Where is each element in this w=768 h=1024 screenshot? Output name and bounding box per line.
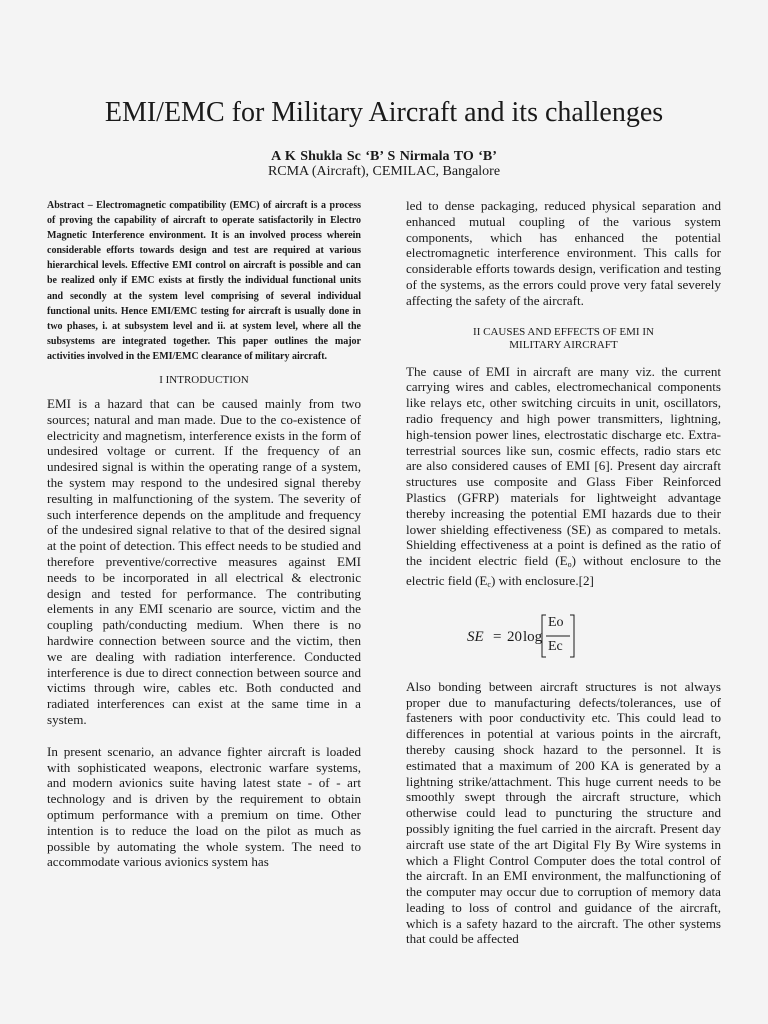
- causes-text-a: The cause of EMI in aircraft are many viz. the current carrying wires and cables, electromechanical components like relays etc, other switching circuits in unit, oscillators, radio frequency and high power transmitters, lightning, high-tension power lines, electrostatic discharge etc. Extra-terrestrial sources like sun, cosmic effects, radio stars etc are also considered causes of EMI [6]. Present day aircraft structures use composite and Glass Fiber Reinforced Plastics (GFRP) materials for lightweight advantage thereby increasing the potential EMI hazards due to their lower shielding effectiveness (SE) as compared to metals. Shielding effectiveness at a point is defined as the ratio of the incident electric field (E: [406, 363, 721, 569]
- paper-title: EMI/EMC for Military Aircraft and its challenges: [104, 97, 664, 128]
- eq-denominator: Ec: [548, 638, 563, 654]
- intro-paragraph-1: EMI is a hazard that can be caused mainly from two sources; natural and man made. Due to the co-existence of electricity and magnetism, interference exists in the form of undesired voltage or current. If the frequency of an undesired signal is within the operating range of a system, the system may respond to the undesired signal thereby resulting in malfunctioning of the system. The severity of such interference depends on the amplitude and frequency of the undesired signal relative to that of the desired signal at the point of detection. This effect needs to be studied and therefore preventive/corrective measures against EMI needs to be incorporated in all electrical & electronic design and tested for performance. The contributing elements in any EMI scenario are source, victim and the coupling path/conducting medium. When there is no hardwire connection between source and the victim, then we are dealing with radiation interference. Conducted interference is due to direct connection between source and victims through wire, cables etc. Both conducted and radiated interferences can exist at the same time in a system.: [47, 396, 361, 727]
- causes-paragraph-1: [406, 364, 721, 593]
- causes-paragraph-2: Also bonding between aircraft structures is not always proper due to manufacturing defects/tolerances, use of fasteners with poor conductivity etc. This could lead to differences in potential at various points in the aircraft, thereby causing shock hazard to the personnel. It is estimated that a maximum of 200 KA is generated by a lightning strike/attachment. This huge current needs to be smoothly swept through the aircraft structure, which otherwise could lead to puncturing the structure and possibly igniting the fuel carried in the aircraft. Present day aircraft use state of the art Digital Fly By Wire systems in which a Flight Control Computer does the total control of the aircraft. In an EMI environment, the malfunctioning of the computer may occur due to corruption of memory data leading to loss of control and guidance of the aircraft, which is a safety hazard to the aircraft. The other systems that could be affected: [406, 678, 721, 947]
- eq-coefficient: 20: [507, 628, 522, 645]
- section-heading-causes-line2: MILITARY AIRCRAFT: [509, 338, 618, 351]
- causes-text-c: ) with enclosure.[2]: [490, 572, 594, 588]
- eq-lhs: SE: [467, 628, 484, 645]
- subscript-c: c: [487, 579, 491, 589]
- section-heading-causes: [406, 326, 721, 352]
- eq-equals: =: [493, 628, 502, 645]
- intro-paragraph-2: In present scenario, an advance fighter aircraft is loaded with sophisticated weapons, electronic warfare systems, and modern avionics suite having latest state - of - art technology and is driven by the requirement to obtain optimum performance with a premium on time. Other intention is to reduce the load on the pilot as much as possible by automating the whole system. The need to accommodate various avionics system has: [47, 743, 361, 870]
- shielding-equation: [406, 607, 721, 665]
- left-column: [47, 198, 361, 870]
- subscript-o: o: [567, 560, 572, 570]
- section-heading-introduction: I INTRODUCTION: [159, 374, 249, 387]
- section-heading-causes-line1: II CAUSES AND EFFECTS OF EMI IN: [473, 325, 654, 338]
- eq-numerator: Eo: [548, 614, 564, 630]
- paper-affiliation: RCMA (Aircraft), CEMILAC, Bangalore: [267, 164, 501, 179]
- abstract: Abstract – Electromagnetic compatibility (EMC) of aircraft is a process of proving the capability of aircraft to operate satisfactorily in Electro Magnetic Interference environment. It is an involved process wherein considerable efforts towards design and test are required at various hierarchical levels. Effective EMI control on aircraft is possible and can be realized only if EMC exists at firstly the individual functional units and secondly at the system level comprising of several individual functional units. Hence EMI/EMC testing for aircraft is usually done in two phases, i. at subsystem level and ii. at system level, where all the subsystems are integrated together. This paper outlines the major activities involved in the EMI/EMC clearance of military aircraft.: [47, 200, 361, 362]
- paper-authors: A K Shukla Sc ‘B’ S Nirmala TO ‘B’: [271, 149, 497, 164]
- right-paragraph-1: led to dense packaging, reduced physical separation and enhanced mutual coupling of the various system components, which has enhanced the potential electromagnetic interference environment. This calls for considerable efforts towards design, verification and testing of the systems, as the errors could prove very fatal severely affecting the safety of the aircraft.: [406, 198, 721, 308]
- eq-log: log: [523, 628, 543, 645]
- right-column: [406, 198, 721, 947]
- causes-text-b: ) without enclosure to the electric field (E: [406, 553, 721, 588]
